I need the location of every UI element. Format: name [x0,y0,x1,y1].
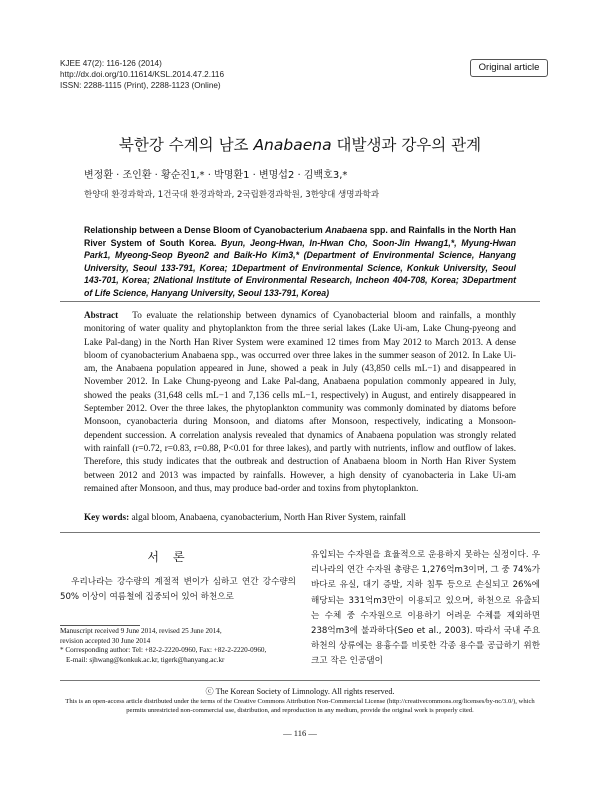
eng-title-part-2: spp. and Rainfalls in the North Han River System of South Korea. [84,225,516,248]
page-number: — 116 — [283,728,317,738]
section-title: 서론 [147,550,199,564]
affiliations: 한양대 환경과학과, 1건국대 환경과학과, 2국립환경과학원, 3한양대 생명과학과 [84,190,380,200]
title-part-2: 대발생과 강우의 관계 [331,136,482,154]
footnote-accepted: revision accepted 30 June 2014 [60,636,151,645]
english-reference [84,224,516,300]
journal-citation: KJEE 47(2): 116-126 (2014) [60,59,162,68]
abstract-top-rule [60,301,540,302]
doi-link[interactable]: http://dx.doi.org/10.11614/KSL.2014.47.2.116 [60,70,225,79]
eng-title-part-1: Relationship between a Dense Bloom of Cyanobacterium [84,225,326,235]
article-type-badge: Original article [470,59,548,77]
footnote-rule [60,625,140,626]
keywords-label: Key words: [84,512,130,522]
keywords-text: algal bloom, Anabaena, cyanobacterium, North Han River System, rainfall [131,512,406,522]
copyright: ⓒ The Korean Society of Limnology. All rights reserved. [205,687,395,696]
intro-left-column: 우리나라는 강수량의 계절적 변이가 심하고 연간 강수량의 50% 이상이 여름철에 집중되어 있어 하천으로 [60,577,296,602]
issn: ISSN: 2288-1115 (Print), 2288-1123 (Online) [60,81,221,90]
korean-title [0,133,600,155]
eng-title-italic: Anabaena [325,225,368,235]
license-text: This is an open-access article distributed under the terms of the Creative Commons Attribution Non-Commercial License (http://creativecommons.org/licenses/by-nc/3.0/), which permits unrestricted non-commercial use, distribution, and reproduction in any medium, provide the original work is properly cited. [65,698,535,714]
abstract [84,309,516,495]
title-italic: Anabaena [253,136,332,154]
author-list: 변정환 · 조인환 · 황순진1,* · 박명환1 · 변명섭2 · 김백호3,* [84,170,348,181]
abstract-label: Abstract [84,310,119,320]
keywords [84,512,516,522]
footnote [60,627,296,665]
eng-authors: Byun, Jeong-Hwan, In-Hwan Cho, Soon-Jin Hwang1,*, Myung-Hwan Park1, Myeong-Seop Byeon2 and Baik-Ho Kim3,* (Department of Environmental Science, Hanyang University, Seoul 133-791, Korea; 1Department of Environmental Science, Konkuk University, Seoul 143-701, Korea; 2National Institute of Environmental Research, Incheon 404-708, Korea; 3Department of Life Science, Hanyang University, Seoul 133-791, Korea) [84,237,516,298]
intro-right-column: 유입되는 수자원을 효율적으로 운용하지 못하는 실정이다. 우리나라의 연간 수자원 총량은 1,276억m3이며, 그 중 74%가 바다로 유실, 대기 증발, 지하 침투 등으로 손실되고 26%에 해당되는 331억m3만이 이용되고 있으며, 하천으로 유출되는 수체 중 수자원으로 이용하기 어려운 수체를 제외하면 238억m3에 불과하다(Seo et al., 2003). 따라서 국내 주요 하천의 상류에는 용흉수를 비롯한 각종 용수를 공급하기 위한 크고 작은 인공댐이 [311,550,540,667]
journal-meta [60,58,224,91]
footer-rule [60,680,540,681]
footnote-email[interactable]: E-mail: sjhwang@konkuk.ac.kr, tigerk@hanyang.ac.kr [66,655,225,664]
footnote-received: Manuscript received 9 June 2014, revised 25 June 2014, [60,627,222,635]
abstract-bottom-rule [60,532,540,533]
title-part-1: 북한강 수계의 남조 [118,136,254,154]
footnote-corresponding: * Corresponding author: Tel: +82-2-2220-0960, Fax: +82-2-2220-0960, [60,646,267,655]
abstract-text: To evaluate the relationship between dynamics of Cyanobacterial bloom and rainfalls, a monthly monitoring of water quality and phytoplankton from the three serial lakes (Lake Ui-am, Lake Chung-pyeong and Lake Pal-dang) in the North Han River System were examined 12 times from May 2012 to March 2013. A dense bloom of cyanobacterium Anabaena spp., was occurred over three lakes in the summer season of 2012. In Lake Ui-am, the Anabaena population appeared in June, showed a peak in July (43,850 cells mL−1) and disappeared in November 2012. In Lake Chung-pyeong and Lake Pal-dang, Anabaena population commonly appeared in July, showed the peaks (31,648 cells mL−1 and 7,136 cells mL−1, respectively) in August, and entirely disappeared in September 2012. Over the three lakes, the phytoplankton community was commonly dominated by diatoms before Monsoon, cyanobacteria during Monsoon, and diatoms after Monsoon, respectively, indicating a Monsoon-dependent succession. A correlation analysis revealed that dynamics of Anabaena population was strongly related with rainfall (r=0.72, r=0.83, r=0.88, P<0.01 for three lakes), and partly with nutrients, inflow and outflow of lakes. Therefore, this study indicates that the outbreak and destruction of Anabaena bloom in North Han River System between 2012 and 2013 was impacted by rainfalls. However, a high density of cyanobacteria in Lake Ui-am remained after Monsoon, and thus, may produce bad-order and toxins from phytoplankton. [84,310,517,493]
